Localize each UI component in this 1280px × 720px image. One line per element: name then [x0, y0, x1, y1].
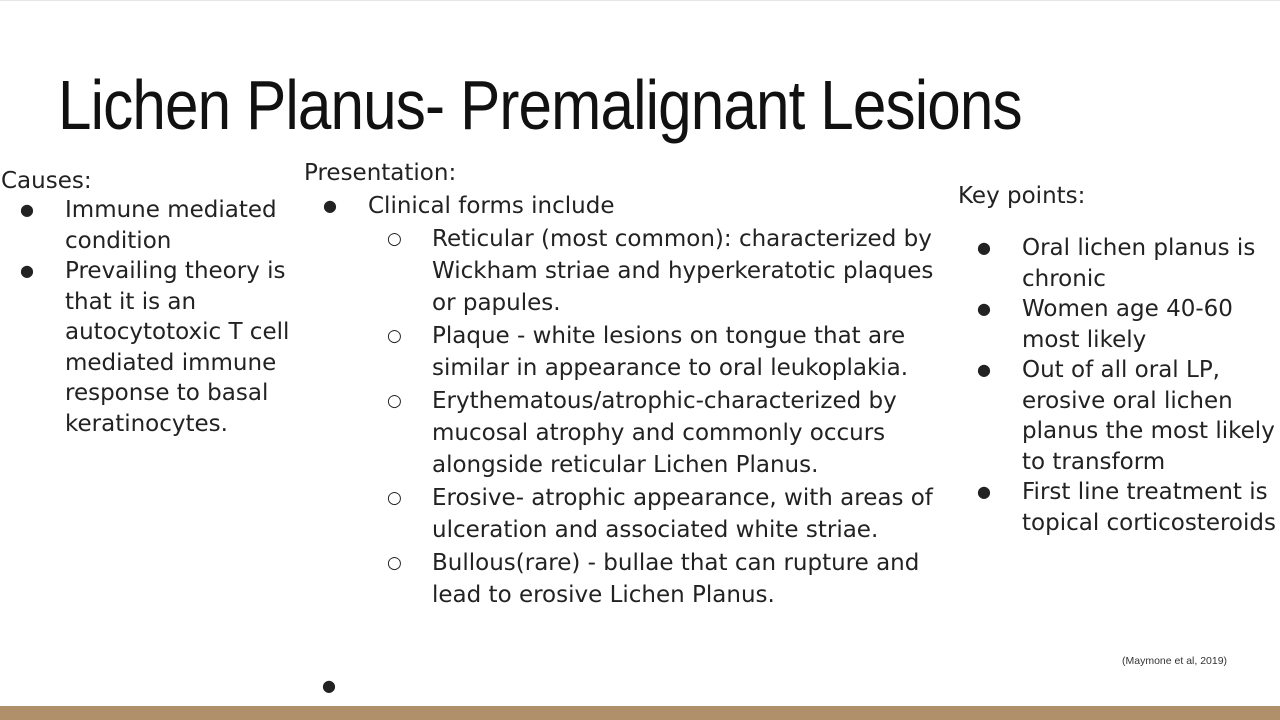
- key-point-text: Oral lichen planus is chronic: [1022, 235, 1256, 292]
- clinical-form-text: Reticular (most common): characterized by Wickham striae and hyperkeratotic plaques or papules.: [432, 226, 934, 316]
- clinical-forms-list: [368, 223, 954, 611]
- list-item: [368, 385, 954, 481]
- causes-item-text: Immune mediated condition: [65, 197, 277, 254]
- key-points-heading: Key points:: [958, 183, 1086, 209]
- list-item: [368, 482, 954, 546]
- bullet-disc-icon: ●: [977, 238, 991, 257]
- presentation-item-text: Clinical forms include: [368, 193, 615, 219]
- causes-column: [1, 195, 301, 439]
- bullet-circle-icon: ○: [387, 553, 402, 573]
- key-points-list: [958, 233, 1278, 538]
- bullet-circle-icon: ○: [387, 488, 402, 508]
- bullet-circle-icon: ○: [387, 391, 402, 411]
- list-item: [958, 355, 1278, 477]
- list-item: [958, 477, 1278, 538]
- key-point-text: Women age 40-60 most likely: [1022, 296, 1233, 353]
- causes-list: [1, 195, 301, 439]
- key-point-text: First line treatment is topical corticosteroids: [1022, 479, 1276, 536]
- clinical-form-text: Erythematous/atrophic-characterized by mucosal atrophy and commonly occurs alongside reticular Lichen Planus.: [432, 388, 897, 478]
- bullet-disc-icon: ●: [977, 299, 991, 318]
- list-item: [368, 320, 954, 384]
- list-item: [368, 547, 954, 611]
- bottom-accent-bar: [0, 706, 1280, 720]
- slide-title: Lichen Planus- Premalignant Lesions: [58, 66, 1022, 144]
- clinical-form-text: Bullous(rare) - bullae that can rupture and lead to erosive Lichen Planus.: [432, 550, 920, 608]
- list-item: [368, 223, 954, 319]
- causes-heading: Causes:: [1, 168, 92, 194]
- presentation-column: [304, 190, 954, 612]
- bullet-circle-icon: ○: [387, 326, 402, 346]
- citation: (Maymone et al, 2019): [1122, 655, 1228, 667]
- bullet-disc-icon: ●: [323, 196, 337, 215]
- list-item: [1, 256, 301, 439]
- slide-top-border: [0, 0, 1280, 1]
- list-item: [958, 233, 1278, 294]
- key-points-column: [958, 233, 1278, 538]
- bullet-disc-icon: ●: [977, 360, 991, 379]
- presentation-list: [304, 190, 954, 611]
- list-item: [1, 195, 301, 256]
- list-item: [958, 294, 1278, 355]
- bullet-circle-icon: ○: [387, 229, 402, 249]
- bullet-disc-icon: ●: [20, 200, 34, 219]
- key-point-text: Out of all oral LP, erosive oral lichen planus the most likely to transform: [1022, 357, 1275, 475]
- list-item: [304, 190, 954, 611]
- presentation-heading: Presentation:: [304, 160, 457, 186]
- clinical-form-text: Plaque - white lesions on tongue that are similar in appearance to oral leukoplakia.: [432, 323, 909, 381]
- bullet-disc-icon: ●: [20, 261, 34, 280]
- empty-bullet-icon: ●: [322, 676, 336, 695]
- bullet-disc-icon: ●: [977, 482, 991, 501]
- clinical-form-text: Erosive- atrophic appearance, with areas of ulceration and associated white striae.: [432, 485, 933, 543]
- causes-item-text: Prevailing theory is that it is an autocytotoxic T cell mediated immune response to basal keratinocytes.: [65, 258, 290, 437]
